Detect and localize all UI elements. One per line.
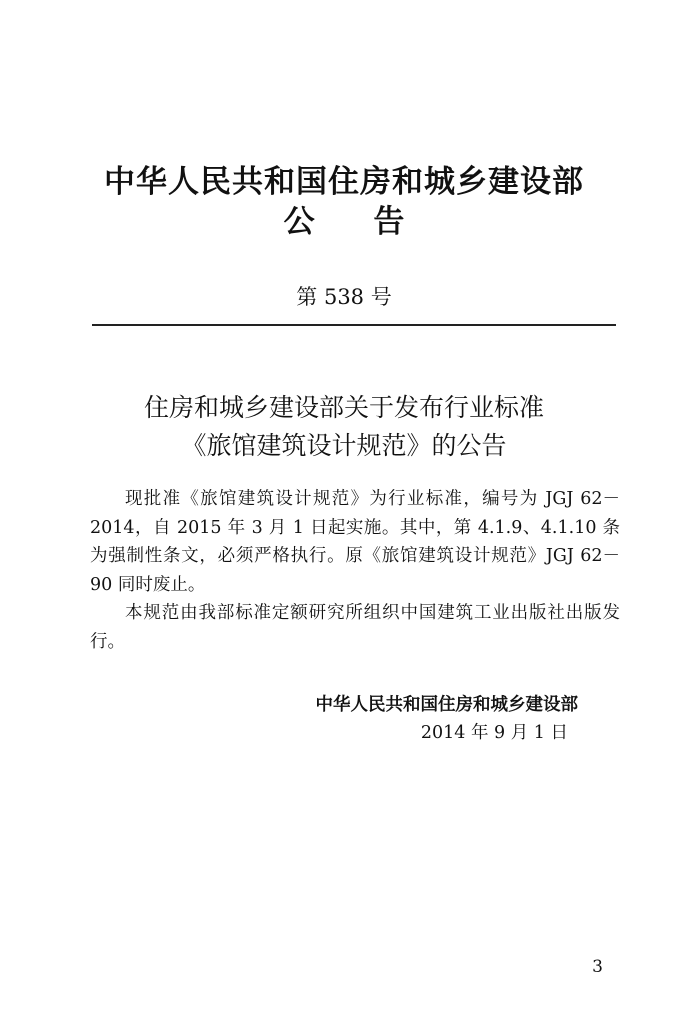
body-paragraph: 现批准《旅馆建筑设计规范》为行业标准，编号为 JGJ 62－2014，自 2015 年 3 月 1 日起实施。其中，第 4.1.9、4.1.10 条为强制性条文，必须严格执行。原《旅馆建筑设计规范》JGJ 62－90 同时废止。 <box>90 489 620 595</box>
signature-issuer: 中华人民共和国住房和城乡建设部 <box>315 695 578 715</box>
notice-number: 第 538 号 <box>296 285 392 309</box>
notice-heading <box>0 389 688 465</box>
body-paragraph: 本规范由我部标准定额研究所组织中国建筑工业出版社出版发行。 <box>90 603 620 652</box>
notice-heading-line-2: 《旅馆建筑设计规范》的公告 <box>181 431 507 460</box>
header-divider <box>92 324 616 326</box>
signature-date: 2014 年 9 月 1 日 <box>420 723 568 743</box>
notice-heading-line-1: 住房和城乡建设部关于发布行业标准 <box>143 393 544 422</box>
page-number: 3 <box>592 957 603 977</box>
notice-body <box>90 485 620 656</box>
issuer-title: 中华人民共和国住房和城乡建设部 <box>104 164 584 200</box>
notice-label: 公 告 <box>283 204 405 240</box>
